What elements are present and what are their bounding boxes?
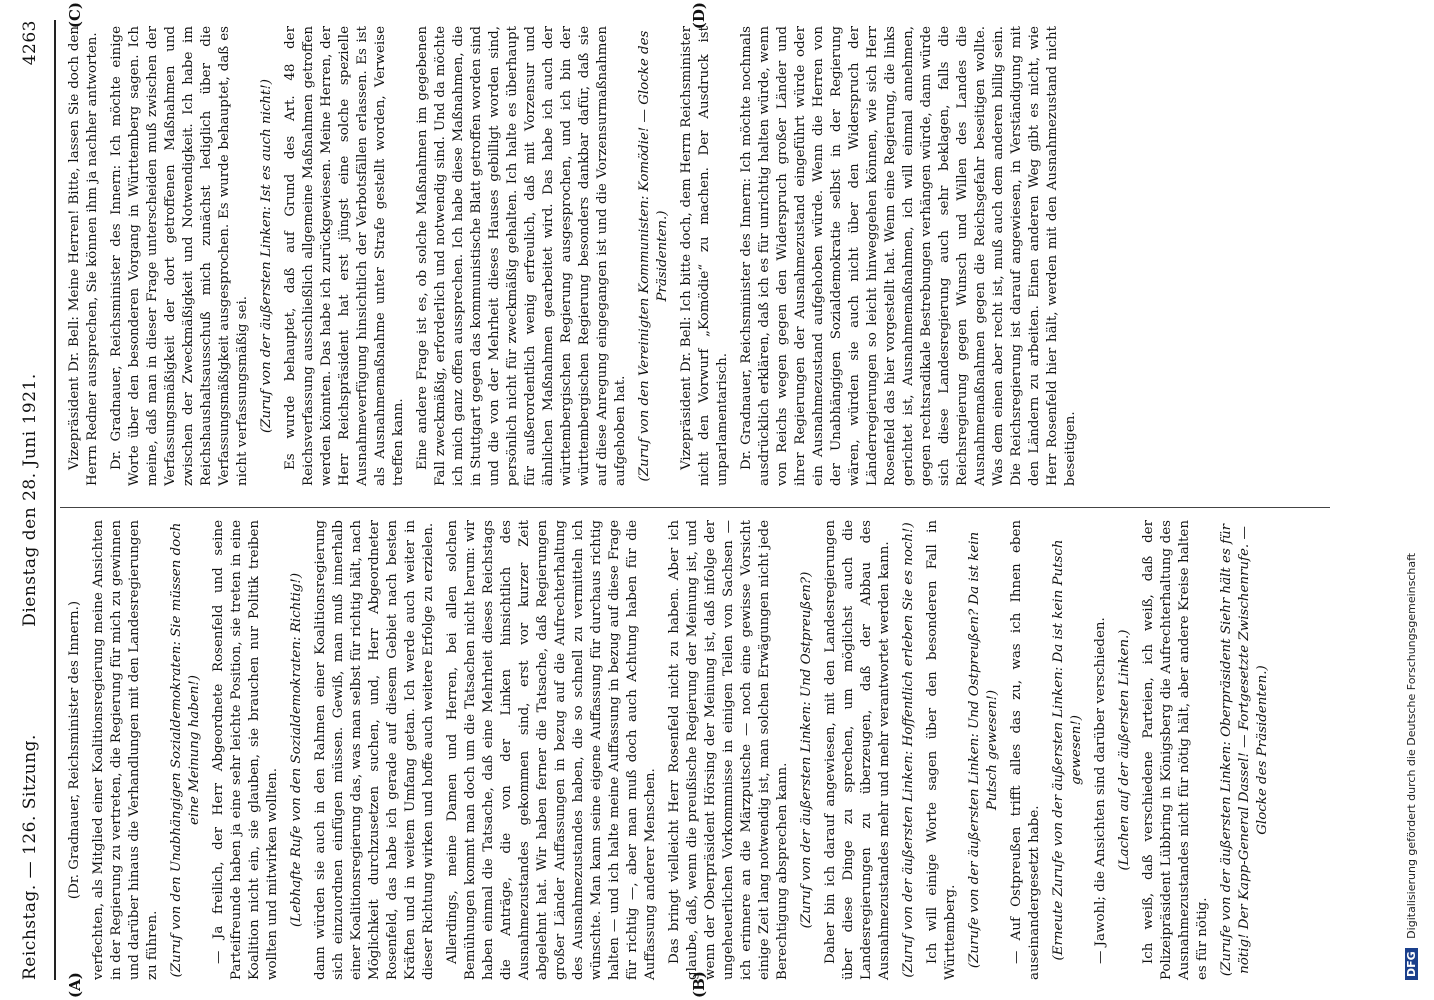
left-column-paragraph: Daher bin ich darauf angewiesen, mit den Landesregierungen über diese Dinge zu sprechen, um möglichst auch die Landesregierungen zu überzeugen, daß der Abbau des Ausnahmezustandes mehr und mehr verantwortet werden kann. [823,520,892,980]
margin-marker-d: (D) [690,2,708,30]
left-column [66,520,1278,980]
left-column-paragraph: Ich weiß, daß verschiedene Parteien, ich weiß, daß der Polizeipräsident Lübbring in Königsberg die Aufrechterhaltung des Ausnahmezustandes nicht für nötig hält, aber andere Kreise halten es für nötig. [1141,520,1210,980]
margin-marker-b: (B) [690,971,708,998]
left-column-paragraph: (Dr. Gradnauer, Reichsminister des Innern.) [67,600,82,900]
right-column-paragraph: Dr. Gradnauer, Reichsminister des Innern: Ich möchte einige Worte über den besonderen Vorgang in Württemberg sagen. Ich meine, daß man in dieser Frage unterscheiden muß zwischen der Verfassungsmäßigkeit der dort getroffenen Maßnahmen und zwischen der Zweckmäßigkeit und Notwendigkeit. Ich habe im Reichshaushaltsausschuß mich zunächst lediglich über die Verfassungsmäßigkeit ausgesprochen. Es wurde behauptet, daß es nicht verfassungsmäßig sei. [109,26,250,486]
header-date: Dienstag den 28. Juni 1921. [20,373,40,627]
left-column-paragraph: (Erneute Zurufe von der äußersten Linken: Da ist kein Putsch gewesen!) [1051,539,1084,961]
left-column-paragraph: — Auf Ostpreußen trifft alles das zu, was ich Ihnen eben auseinandergesetzt habe. [1009,520,1042,980]
header-rule [54,20,56,980]
left-column-paragraph: (Zurufe von der äußersten Linken: Und Ostpreußen? Da ist kein Putsch gewesen!) [967,531,1000,969]
left-column-paragraph: (Lebhafte Rufe von den Sozialdemokraten: Richtig!) [289,572,304,928]
left-column-paragraph: (Lachen auf der äußersten Linken.) [1117,629,1132,871]
left-column-paragraph: Ich will einige Worte sagen über den besonderen Fall in Württemberg. [925,520,958,980]
left-column-paragraph: verfechten, als Mitglied einer Koalitionsregierung meine Ansichten in der Regierung zu vertreten, die Regierung für mich zu gewinnen und darüber hinaus die Verhandlungen mit den Landesregierungen zu führen. [91,520,160,980]
right-column-paragraph: (Zuruf von der äußersten Linken: Ist es auch nicht!) [259,78,274,434]
right-column-paragraph: Vizepräsident Dr. Bell: Ich bitte doch, dem Herrn Reichsminister nicht den Vorwurf „Komödie“ zu machen. Der Ausdruck ist unparlamentarisch. [679,26,730,486]
dfg-logo: DFG [1405,948,1418,980]
left-column-paragraph: dann würden sie auch in den Rahmen einer Koalitionsregierung sich einzuordnen einfügen müssen. Gewiß, man muß innerhalb einer Koalitionsregierung das, was man selbst für richtig hält, nach Möglichkeit durchzusetzen suchen, und, Herr Abgeordneter Rosenfeld, das habe ich gerade auf diesem Gebiet nach besten Kräften und in weitem Umfang getan. Ich werde auch weiter in dieser Richtung wirken und hoffe auch weitere Erfolge zu erzielen. [313,520,436,980]
right-column [66,26,1086,486]
column-divider [60,507,1330,508]
left-column-paragraph: — Ja freilich, der Herr Abgeordnete Rosenfeld und seine Parteifreunde haben ja eine sehr leichte Position, sie treten in eine Koalition nicht ein, sie glauben, sie brauchen nur Politik treiben wollten und mitwirken wollten. [211,520,280,980]
right-column-paragraph: Eine andere Frage ist es, ob solche Maßnahmen im gegebenen Fall zweckmäßig, erforderlich und notwendig sind. Und da möchte ich mich ganz offen aussprechen. Ich habe diese Maßnahmen, die in Stuttgart gegen das kommunistische Blatt getroffen worden sind und die von der Mehrheit dieses Hauses gebilligt worden sind, persönlich nicht für zweckmäßig gehalten. Ich halte es überhaupt für außerordentlich wenig erfreulich, daß mit Vorzensur und ähnlichen Maßnahmen gearbeitet wird. Das habe ich auch der württembergischen Regierung ausgesprochen, und ich bin der württembergischen Regierung besonders dankbar dafür, daß sie auf diese Anregung eingegangen ist und die Vorzensurmaßnahmen aufgehoben hat. [415,26,628,486]
left-column-paragraph: Allerdings, meine Damen und Herren, bei allen solchen Bemühungen kommt man doch um die Tatsachen nicht herum: wir haben einmal die Tatsache, daß eine Mehrheit dieses Reichstags die Anträge, die von der Linken hinsichtlich des Ausnahmezustandes gekommen sind, erst vor kurzer Zeit abgelehnt hat. Wir haben ferner die Tatsache, daß Regierungen großer Länder Auffassungen in bezug auf die Aufrechterhaltung des Ausnahmezustandes haben, die so schnell zu vermitteln ich wünschte. Man kann seine eigene Auffassung für durchaus richtig halten — und ich halte meine Auffassung in bezug auf diese Frage für richtig —, aber man muß doch auch Achtung haben für die Auffassung anderer Menschen. [445,520,658,980]
left-column-paragraph: (Zurufe von der äußersten Linken: Oberpräsident Siehr hält es für nötig! Der Kapp-General Dassel! — Fortgesetzte Zwischenrufe. — Glocke des Präsidenten.) [1219,523,1270,977]
margin-marker-a: (A) [66,972,84,998]
page-number: 4263 [20,20,40,66]
left-column-paragraph: (Zuruf von der äußersten Linken: Hoffentlich erleben Sie es noch!) [901,522,916,978]
right-column-paragraph: Vizepräsident Dr. Bell: Meine Herren! Bitte, lassen Sie doch den Herrn Redner aussprechen, Sie können ihm ja nachher antworten. [67,26,100,486]
header-session: Reichstag. — 126. Sitzung. [20,734,40,980]
right-column-paragraph: (Zuruf von den Vereinigten Kommunisten: Komödie! — Glocke des Präsidenten.) [637,30,670,482]
left-column-paragraph: (Zuruf von den Unabhängigen Sozialdemokraten: Sie müssen doch eine Meinung haben!) [169,522,202,978]
footer [1405,553,1418,980]
left-column-paragraph: (Zuruf von der äußersten Linken: Und Ostpreußen?) [799,571,814,929]
margin-marker-c: (C) [66,2,84,29]
footer-text: Digitalisierung gefördert durch die Deutsche Forschungsgemeinschaft [1405,552,1418,939]
left-column-paragraph: Das bringt vielleicht Herr Rosenfeld nicht zu haben. Aber ich glaube, daß, wenn die preußische Regierung der Meinung ist, und wenn der Oberpräsident Hörsing der Meinung ist, daß infolge der ungeheuerlichen Vorkommnisse in einigen Teilen von Sachsen — ich erinnere an die Märzputsche — noch eine gewisse Vorsicht einige Zeit lang notwendig ist, man solchen Erwägungen nicht jede Berechtigung absprechen kann. [667,520,790,980]
right-column-paragraph: Es wurde behauptet, daß auf Grund des Art. 48 der Reichsverfassung ausschließlich allgemeine Maßnahmen getroffen werden könnten. Das habe ich zurückgewiesen. Meine Herren, der Herr Reichspräsident hat erst jüngst eine solche spezielle Ausnahmeverfügung hinsichtlich der Verbotsfällen erlassen. Es ist als Ausnahmemaßnahme unter Strafe gestellt worden, Verweise treffen kann. [283,26,406,486]
right-column-paragraph: Dr. Gradnauer, Reichsminister des Innern: Ich möchte nochmals ausdrücklich erklären, daß ich es für unrichtig halten würde, wenn von Reichs wegen gegen den Widerspruch großer Länder und ihrer Regierungen der Ausnahmezustand eingeführt würde oder ein Ausnahmezustand aufgehoben würde. Wenn die Herren von der Unabhängigen Sozialdemokratie selbst in der Regierung wären, würden sie auch nicht über den Widerspruch der Länderregierungen so leicht hinweggehen können, wie sich Herr Rosenfeld das hier vorgestellt hat. Wenn eine Regierung, die links gerichtet ist, Ausnahmemaßnahmen, ich will einmal annehmen, gegen rechtsradikale Bestrebungen verhängen würde, dann würde sich diese Landesregierung auch sehr beklagen, falls die Reichsregierung gegen Wunsch und Willen des Landes die Ausnahmemaßnahmen gegen die Reichsgefahr beseitigen wollte. Was dem einen aber recht ist, muß auch dem anderen billig sein. Die Reichsregierung ist darauf angewiesen, in Verständigung mit den Ländern zu arbeiten. Einen anderen Weg gibt es nicht, wie Herr Rosenfeld hier hält, werden mit den Ausnahmezustand nicht beseitigen. [739,26,1078,486]
page-header [20,20,52,980]
left-column-paragraph: — Jawohl; die Ansichten sind darüber verschieden. [1093,617,1108,964]
